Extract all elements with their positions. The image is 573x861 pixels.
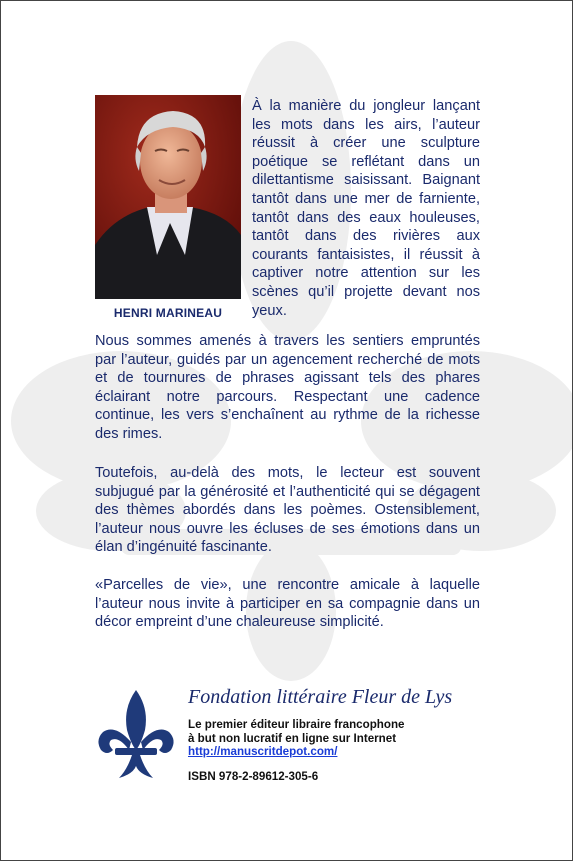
publisher-name: Fondation littéraire Fleur de Lys xyxy=(188,686,453,708)
author-photo xyxy=(95,95,241,299)
body-paragraph-3: Toutefois, au-delà des mots, le lecteur est souvent subjugué par la générosité et l’authenticité qui se dégagent des thèmes abordés dans les poèmes. Ostensiblement, l’auteur nous ouvre les écluses de ses émotions dans un élan d’ingénuité fascinante. xyxy=(95,465,480,556)
content-layer xyxy=(1,1,572,860)
intro-paragraph: À la manière du jongleur lançant les mots dans les airs, l’auteur réussit à créer une sculpture poétique se reflétant dans un dilettantisme saisissant. Baignant tantôt dans une mer de farniente, tantôt dans des eaux houleuses, tantôt dans des rivières aux courants fantaisistes, il réussit à captiver notre attention sur les scènes qu’il projette devant nos yeux. xyxy=(252,98,480,319)
body-paragraph-4: «Parcelles de vie», une rencontre amicale à laquelle l’auteur nous invite à participer en sa compagnie dans un décor empreint d’une chaleureuse simplicité. xyxy=(95,577,480,631)
author-name: HENRI MARINEAU xyxy=(113,306,223,320)
publisher-description-line-1: Le premier éditeur libraire francophone xyxy=(188,718,405,731)
author-photo-block xyxy=(95,95,241,320)
fleur-de-lys-icon xyxy=(95,688,177,784)
publisher-website-link[interactable]: http://manuscritdepot.com/ xyxy=(188,745,338,758)
body-paragraph-2: Nous sommes amenés à travers les sentiers empruntés par l’auteur, guidés par un agencement recherché de mots et de tournures de phrases agissant tels des phares éclairant notre parcours. Respectant une cadence continue, les vers s’enchaînent au rythme de la richesse des rimes. xyxy=(95,333,480,442)
publisher-description-line-2: à but non lucratif en ligne sur Internet xyxy=(188,731,397,745)
publisher-block xyxy=(188,685,488,784)
isbn-number: ISBN 978-2-89612-305-6 xyxy=(188,769,319,783)
